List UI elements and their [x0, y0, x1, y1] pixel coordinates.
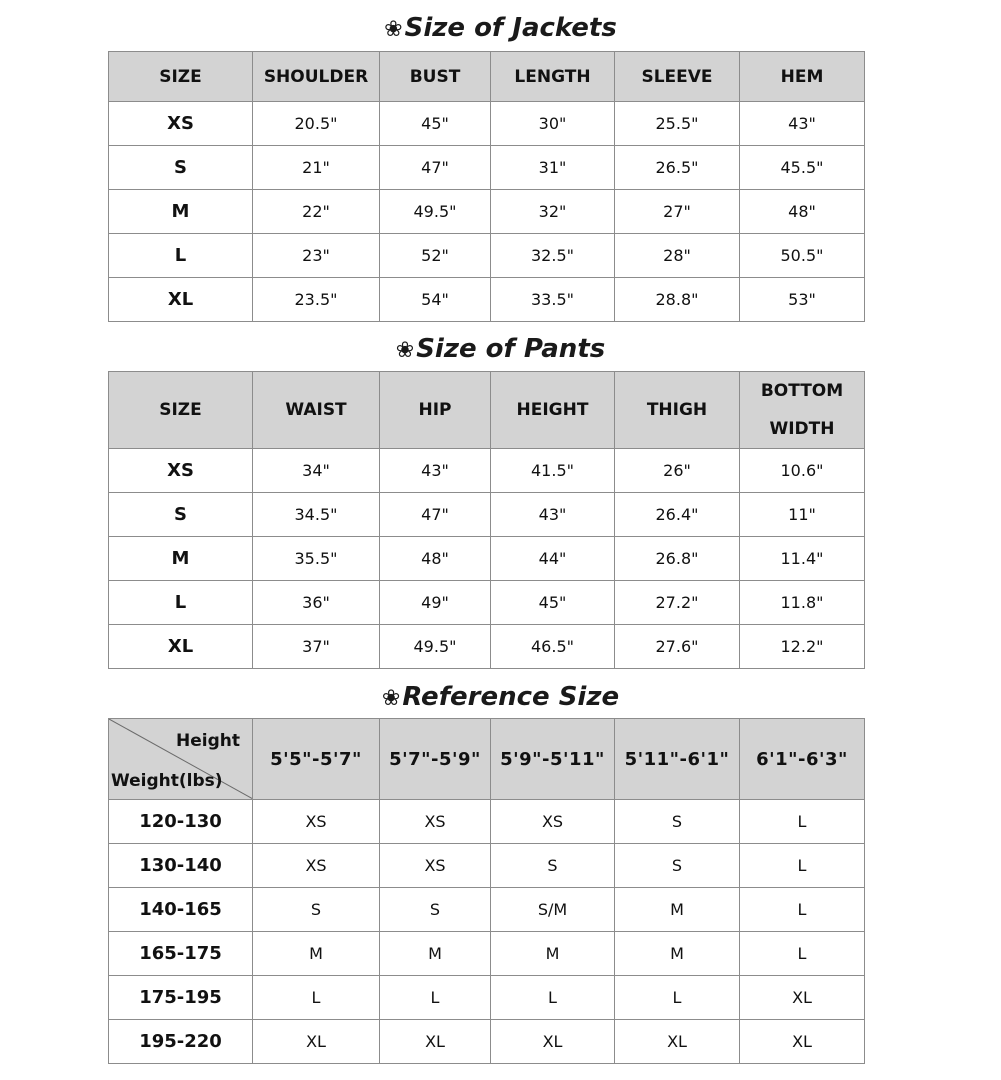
size-cell: XL: [109, 625, 253, 669]
flower-icon: ❀: [381, 686, 401, 711]
table-row: [109, 800, 865, 844]
value-cell: 20.5": [253, 102, 380, 146]
table-row: [109, 844, 865, 888]
value-cell: M: [615, 888, 740, 932]
header-cell: HEIGHT: [491, 372, 615, 449]
value-cell: S: [615, 844, 740, 888]
flower-icon: ❀: [395, 338, 415, 363]
value-cell: 52": [380, 234, 491, 278]
height-range-cell: 5'11"-6'1": [615, 719, 740, 800]
value-cell: L: [740, 800, 865, 844]
value-cell: S: [491, 844, 615, 888]
value-cell: 46.5": [491, 625, 615, 669]
value-cell: XL: [253, 1020, 380, 1064]
value-cell: L: [740, 888, 865, 932]
value-cell: XL: [740, 976, 865, 1020]
value-cell: 32.5": [491, 234, 615, 278]
value-cell: L: [740, 932, 865, 976]
value-cell: 11": [740, 493, 865, 537]
value-cell: XS: [253, 844, 380, 888]
size-cell: XS: [109, 449, 253, 493]
value-cell: 23.5": [253, 278, 380, 322]
value-cell: M: [380, 932, 491, 976]
pants-size-table: [108, 371, 865, 669]
value-cell: 45": [491, 581, 615, 625]
value-cell: 26.8": [615, 537, 740, 581]
value-cell: 26": [615, 449, 740, 493]
value-cell: 27": [615, 190, 740, 234]
table-row: [109, 537, 865, 581]
value-cell: 33.5": [491, 278, 615, 322]
value-cell: 28.8": [615, 278, 740, 322]
header-cell: SIZE: [109, 52, 253, 102]
value-cell: 44": [491, 537, 615, 581]
value-cell: 48": [380, 537, 491, 581]
table-row: [109, 449, 865, 493]
header-line: BOTTOM: [760, 381, 844, 401]
reference-title-text: Reference Size: [402, 682, 620, 712]
size-cell: L: [109, 234, 253, 278]
value-cell: 54": [380, 278, 491, 322]
value-cell: 26.5": [615, 146, 740, 190]
value-cell: M: [491, 932, 615, 976]
size-cell: XS: [109, 102, 253, 146]
value-cell: 50.5": [740, 234, 865, 278]
weight-cell: 195-220: [109, 1020, 253, 1064]
table-row: [109, 234, 865, 278]
value-cell: S/M: [491, 888, 615, 932]
value-cell: 11.8": [740, 581, 865, 625]
table-row: [109, 976, 865, 1020]
header-cell: SHOULDER: [253, 52, 380, 102]
value-cell: 47": [380, 493, 491, 537]
table-row: [109, 888, 865, 932]
height-range-cell: 5'9"-5'11": [491, 719, 615, 800]
value-cell: L: [491, 976, 615, 1020]
value-cell: XL: [740, 1020, 865, 1064]
value-cell: 23": [253, 234, 380, 278]
header-cell: WAIST: [253, 372, 380, 449]
table-row: [109, 278, 865, 322]
value-cell: 10.6": [740, 449, 865, 493]
table-row: [109, 146, 865, 190]
value-cell: 26.4": [615, 493, 740, 537]
value-cell: 45.5": [740, 146, 865, 190]
size-cell: S: [109, 493, 253, 537]
header-cell: SIZE: [109, 372, 253, 449]
value-cell: 53": [740, 278, 865, 322]
value-cell: 11.4": [740, 537, 865, 581]
value-cell: XL: [380, 1020, 491, 1064]
table-row: [109, 102, 865, 146]
height-range-cell: 5'5"-5'7": [253, 719, 380, 800]
table-row: [109, 1020, 865, 1064]
pants-header-row: [109, 372, 865, 449]
value-cell: XS: [491, 800, 615, 844]
height-range-cell: 6'1"-6'3": [740, 719, 865, 800]
header-cell-bottom-width: [740, 372, 865, 449]
value-cell: M: [615, 932, 740, 976]
size-cell: M: [109, 190, 253, 234]
value-cell: 37": [253, 625, 380, 669]
value-cell: M: [253, 932, 380, 976]
header-cell: HIP: [380, 372, 491, 449]
value-cell: 43": [740, 102, 865, 146]
pants-title-text: Size of Pants: [416, 334, 606, 364]
value-cell: 45": [380, 102, 491, 146]
value-cell: 30": [491, 102, 615, 146]
value-cell: S: [253, 888, 380, 932]
height-axis-label: Height: [176, 731, 240, 751]
weight-cell: 165-175: [109, 932, 253, 976]
flower-icon: ❀: [384, 17, 403, 42]
pants-title: [0, 332, 1001, 368]
size-cell: XL: [109, 278, 253, 322]
size-cell: M: [109, 537, 253, 581]
value-cell: 35.5": [253, 537, 380, 581]
value-cell: 27.6": [615, 625, 740, 669]
value-cell: L: [380, 976, 491, 1020]
jackets-size-table: [108, 51, 865, 322]
jackets-title-text: Size of Jackets: [404, 13, 617, 43]
value-cell: 34.5": [253, 493, 380, 537]
weight-cell: 175-195: [109, 976, 253, 1020]
value-cell: 21": [253, 146, 380, 190]
value-cell: 49.5": [380, 190, 491, 234]
size-cell: S: [109, 146, 253, 190]
table-row: [109, 493, 865, 537]
height-range-cell: 5'7"-5'9": [380, 719, 491, 800]
weight-cell: 140-165: [109, 888, 253, 932]
reference-header-row: [109, 719, 865, 800]
value-cell: XS: [380, 844, 491, 888]
value-cell: 12.2": [740, 625, 865, 669]
weight-axis-label: Weight(lbs): [111, 771, 223, 791]
value-cell: 48": [740, 190, 865, 234]
value-cell: 28": [615, 234, 740, 278]
reference-size-table: [108, 718, 865, 1064]
jackets-title: [0, 11, 1001, 47]
corner-cell: [109, 719, 253, 800]
value-cell: L: [740, 844, 865, 888]
value-cell: 43": [380, 449, 491, 493]
header-cell: SLEEVE: [615, 52, 740, 102]
value-cell: S: [615, 800, 740, 844]
value-cell: 47": [380, 146, 491, 190]
value-cell: 25.5": [615, 102, 740, 146]
weight-cell: 120-130: [109, 800, 253, 844]
value-cell: 34": [253, 449, 380, 493]
value-cell: 43": [491, 493, 615, 537]
table-row: [109, 190, 865, 234]
value-cell: L: [253, 976, 380, 1020]
table-row: [109, 581, 865, 625]
reference-title: [0, 680, 1001, 716]
value-cell: 31": [491, 146, 615, 190]
value-cell: 32": [491, 190, 615, 234]
value-cell: XS: [380, 800, 491, 844]
header-cell: HEM: [740, 52, 865, 102]
size-cell: L: [109, 581, 253, 625]
jackets-header-row: [109, 52, 865, 102]
value-cell: 22": [253, 190, 380, 234]
value-cell: 27.2": [615, 581, 740, 625]
header-cell: BUST: [380, 52, 491, 102]
value-cell: XL: [491, 1020, 615, 1064]
value-cell: L: [615, 976, 740, 1020]
value-cell: XS: [253, 800, 380, 844]
value-cell: XL: [615, 1020, 740, 1064]
value-cell: 36": [253, 581, 380, 625]
table-row: [109, 932, 865, 976]
value-cell: 49": [380, 581, 491, 625]
table-row: [109, 625, 865, 669]
header-line: WIDTH: [769, 419, 835, 439]
header-cell: THIGH: [615, 372, 740, 449]
weight-cell: 130-140: [109, 844, 253, 888]
value-cell: 49.5": [380, 625, 491, 669]
value-cell: S: [380, 888, 491, 932]
value-cell: 41.5": [491, 449, 615, 493]
header-cell: LENGTH: [491, 52, 615, 102]
